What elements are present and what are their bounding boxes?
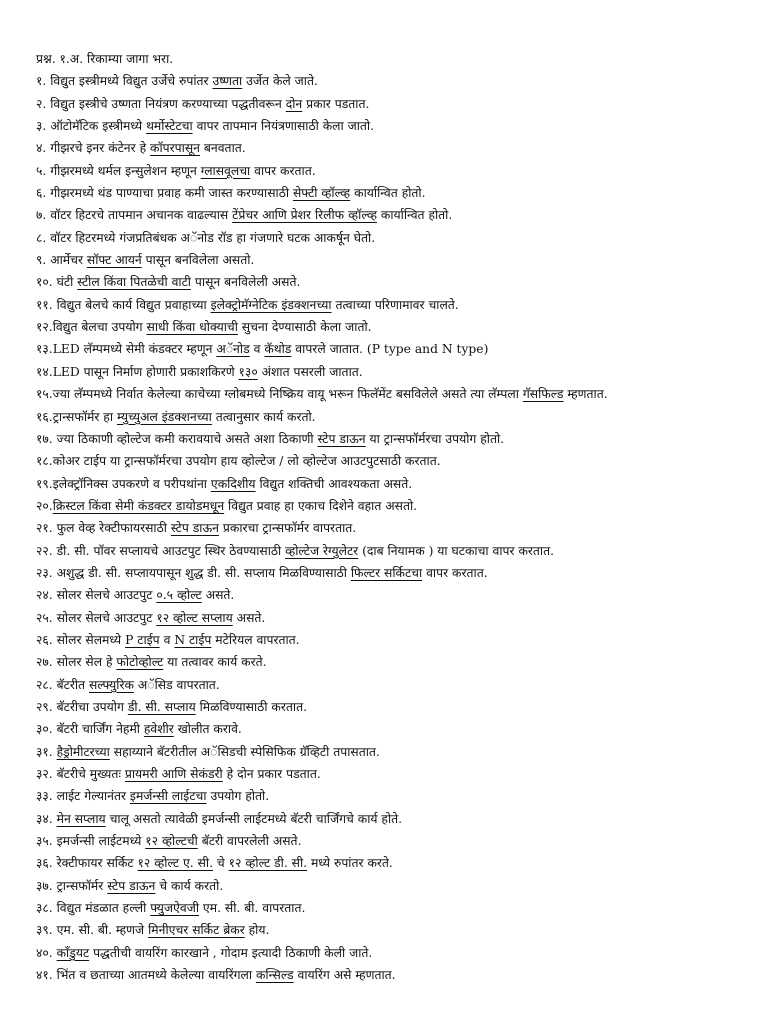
- statement-text: प्रकारचा ट्रान्सफॉर्मर वापरतात.: [218, 521, 357, 536]
- list-item: [36, 160, 760, 182]
- list-item: [36, 204, 760, 226]
- statement-text: कार्यान्वित होतो.: [376, 208, 453, 223]
- statement-text: उपयोग होतो.: [206, 789, 270, 804]
- statement-text: २५. सोलर सेलचे आउटपुट: [36, 610, 157, 625]
- statement-text: ३१.: [36, 744, 57, 759]
- statement-text: एम. सी. बी. वापरतात.: [199, 901, 306, 916]
- statement-text: ३८. विद्युत मंडळात हल्ली: [36, 901, 151, 916]
- list-item: [36, 70, 760, 92]
- statement-text: १३.LED लॅम्पमध्ये सेमी कंडक्टर म्हणून: [36, 342, 217, 357]
- statement-text: १६.ट्रान्सफॉर्मर हा: [36, 409, 117, 424]
- statement-text: ५. गीझरमध्ये थर्मल इन्सुलेशन म्हणून: [36, 163, 201, 178]
- list-item: [36, 93, 760, 115]
- statement-text: तत्वाच्या परिणामावर चालते.: [331, 297, 459, 312]
- statement-text: २९. बॅटरीचा उपयोग: [36, 699, 128, 714]
- list-item: [36, 294, 760, 316]
- list-item: [36, 897, 760, 919]
- statement-text: चे: [212, 856, 229, 871]
- statement-text: वापरले जातात. (P type and N type): [291, 342, 489, 357]
- statement-text: ११. विद्युत बेलचे कार्य विद्युत प्रवाहाच्या: [36, 297, 211, 312]
- list-item: [36, 584, 760, 606]
- statement-text: १९.इलेक्ट्रॉनिक्स उपकरणे व परीपथांना: [36, 476, 211, 491]
- statement-text: १०. घंटी: [36, 275, 78, 290]
- list-item: [36, 338, 760, 360]
- answer-text: कन्सिल्ड: [255, 968, 294, 983]
- list-item: [36, 115, 760, 137]
- answer-text: डी. सी. सप्लाय: [127, 699, 196, 714]
- list-item: [36, 919, 760, 941]
- statement-text: वापर करतात.: [422, 565, 488, 580]
- answer-text: इलेक्ट्रोमॅग्नेटिक इंडक्शनच्या: [210, 297, 332, 312]
- statement-text: या तत्वावर कार्य करते.: [163, 655, 267, 670]
- statement-text: १. विद्युत इस्त्रीमध्ये विद्युत उर्जेचे रुपांतर: [36, 74, 213, 89]
- statement-text: ३०. बॅटरी चार्जिंग नेहमी: [36, 722, 144, 737]
- statement-text: सुचना देण्यासाठी केला जातो.: [237, 320, 372, 335]
- answer-text: स्टील किंवा पितळेची वाटी: [77, 275, 191, 290]
- answer-text: स्टेप डाऊन: [317, 431, 366, 446]
- list-item: [36, 540, 760, 562]
- statement-text: बॅटरी वापरलेली असते.: [197, 834, 302, 849]
- statement-text: हे दोन प्रकार पडतात.: [222, 767, 321, 781]
- statement-text: अंशात पसरली जातात.: [257, 364, 363, 379]
- answer-text: इमर्जन्सी लाईटचा: [129, 789, 207, 804]
- answer-text: म्युच्युअल इंडक्शनच्या: [116, 409, 212, 424]
- statement-text: सहाय्याने बॅटरीतील अॅसिडची स्पेसिफिक ग्रॅव्हिटी तपासतात.: [109, 744, 380, 759]
- answer-text: सल्फ्युरिक: [88, 677, 134, 692]
- statement-text: तत्वानुसार कार्य करतो.: [211, 409, 316, 424]
- answer-text: १२ व्होल्टची: [145, 834, 198, 849]
- statement-text: ४०.: [36, 945, 57, 960]
- list-item: [36, 227, 760, 249]
- statement-text: होय.: [244, 923, 270, 938]
- answer-text: मिनीएचर सर्किट ब्रेकर: [148, 923, 245, 938]
- answer-text: १२ व्होल्ट सप्लाय: [156, 610, 233, 625]
- statement-text: ३९. एम. सी. बी. म्हणजे: [36, 923, 149, 938]
- statement-text: ३६. रेक्टीफायर सर्किट: [36, 856, 138, 871]
- statement-text: (दाब नियामक ) या घटकाचा वापर करतात.: [358, 543, 555, 558]
- list-item: [36, 785, 760, 807]
- statement-text: चालू असतो त्यावेळी इमर्जन्सी लाईटमध्ये बॅटरी चार्जिंगचे कार्य होते.: [105, 811, 403, 826]
- statement-text: ३२. बॅटरीचे मुख्यतः: [36, 767, 125, 781]
- list-item: [36, 674, 760, 696]
- answer-text: एकदिशीय: [210, 476, 256, 491]
- list-item: [36, 361, 760, 383]
- answer-text: स्टेप डाऊन: [170, 521, 219, 536]
- answer-text: ०.५ व्होल्ट: [156, 588, 202, 603]
- statement-text: प्रकार पडतात.: [302, 96, 370, 111]
- list-item: [36, 942, 760, 964]
- statement-text: व: [249, 342, 265, 357]
- statement-text: ३७. ट्रान्सफॉर्मर: [36, 878, 108, 893]
- statement-text: ७. वॉटर हिटरचे तापमान अचानक वाढल्यास: [36, 208, 233, 223]
- answer-text: कॅथोड: [264, 342, 292, 357]
- list-item: [36, 808, 760, 830]
- statement-text: वायरिंग असे म्हणतात.: [293, 968, 396, 983]
- worksheet: [36, 48, 760, 986]
- statement-text: ३३. लाईट गेल्यानंतर: [36, 789, 130, 804]
- statement-text: मध्ये रुपांतर करते.: [307, 856, 393, 871]
- statement-text: पद्धतीची वायरिंग कारखाने , गोदाम इत्यादी ठिकाणी केली जाते.: [89, 945, 373, 960]
- statement-text: विद्युत प्रवाह हा एकाच दिशेने वहात असतो.: [224, 498, 418, 513]
- answer-text: थर्मोस्टेटचा: [146, 119, 193, 134]
- question-heading: प्रश्न. १.अ. रिकाम्या जागा भरा.: [36, 52, 174, 66]
- list-item: [36, 651, 760, 673]
- answer-text: सेफ्टी व्हॉल्व्ह: [292, 186, 351, 201]
- statement-text: २४. सोलर सेलचे आउटपुट: [36, 588, 157, 603]
- answer-text: फ्युजऐवजी: [150, 901, 200, 916]
- list-item: [36, 629, 760, 651]
- statement-text: ३४.: [36, 811, 57, 826]
- answer-text: व्होल्टेज रेग्युलेटर: [285, 543, 359, 558]
- statement-text: १४.LED पासून निर्माण होणारी प्रकाशकिरणे: [36, 364, 239, 379]
- statement-text: व: [159, 632, 175, 647]
- list-item: [36, 696, 760, 718]
- statement-text: या ट्रान्सफॉर्मरचा उपयोग होतो.: [365, 431, 505, 446]
- statement-text: २३. अशुद्ध डी. सी. सप्लायपासून शुद्ध डी. सी. सप्लाय मिळविण्यासाठी: [36, 565, 351, 580]
- answer-text: अॅनोड: [216, 342, 250, 357]
- statement-text: पासून बनविलेली असते.: [190, 275, 301, 290]
- answer-text: मेन सप्लाय: [56, 811, 106, 826]
- answer-text: १२ व्होल्ट ए. सी.: [137, 856, 213, 871]
- statement-text: २८. बॅटरीत: [36, 677, 89, 692]
- statement-text: २१. फुल वेव्ह रेक्टीफायरसाठी: [36, 521, 171, 536]
- list-item: [36, 718, 760, 740]
- list-item: [36, 271, 760, 293]
- statement-text: १५.ज्या लॅम्पमध्ये निर्वात केलेल्या काचेच्या ग्लोबमध्ये निष्क्रिय वायू भरून फिलॅमेंट बसविलेले असते त्या लॅम्पला: [36, 387, 523, 402]
- statement-text: वापर करतात.: [250, 163, 316, 178]
- answer-text: कॉंडुयट: [56, 945, 90, 960]
- statement-text: २७. सोलर सेल हे: [36, 655, 117, 670]
- answer-text: १२ व्होल्ट डी. सी.: [228, 856, 308, 871]
- statement-text: ४. गीझरचे इनर कंटेनर हे: [36, 141, 151, 156]
- answer-text: N टाईप: [174, 632, 212, 647]
- list-item: [36, 830, 760, 852]
- statement-text: उर्जेत केले जाते.: [242, 74, 318, 89]
- answer-text: हवेशीर: [143, 722, 174, 737]
- list-item: [36, 137, 760, 159]
- statement-text: १७. ज्या ठिकाणी व्होल्टेज कमी करावयाचे असते अशा ठिकाणी: [36, 431, 318, 446]
- list-item: [36, 473, 760, 495]
- statement-text: मिळविण्यासाठी करतात.: [195, 699, 307, 714]
- statement-text: ६. गीझरमध्ये थंड पाण्याचा प्रवाह कमी जास्त करण्यासाठी: [36, 186, 293, 201]
- statement-text: २२. डी. सी. पॉवर सप्लायचे आउटपुट स्थिर ठेवण्यासाठी: [36, 543, 286, 558]
- answer-text: फोटोव्होल्ट: [116, 655, 164, 670]
- answer-text: दोन: [285, 96, 303, 111]
- answer-text: प्रायमरी आणि सेकंडरी: [124, 767, 223, 781]
- statement-text: १२.विद्युत बेलचा उपयोग: [36, 320, 147, 335]
- answer-text: स्टेप डाऊन: [107, 878, 156, 893]
- list-item: [36, 450, 760, 472]
- statement-text: २०.: [36, 498, 53, 513]
- list-item: [36, 852, 760, 874]
- statement-text: १८.कोअर टाईप या ट्रान्सफॉर्मरचा उपयोग हाय व्होल्टेज / लो व्होल्टेज आउटपुटसाठी करतात.: [36, 454, 441, 469]
- list-item: [36, 249, 760, 271]
- statement-text: म्हणतात.: [563, 387, 608, 402]
- list-item: [36, 495, 760, 517]
- answer-text: साधी किंवा धोक्याची: [146, 320, 238, 335]
- list-item: [36, 383, 760, 405]
- list-item: [36, 182, 760, 204]
- statement-text: मटेरियल वापरतात.: [211, 632, 300, 647]
- statement-text: कार्यान्वित होतो.: [350, 186, 426, 201]
- answer-text: सॉफ्ट आयर्न: [86, 253, 142, 268]
- list-item: [36, 741, 760, 763]
- answer-text: P टाईप: [125, 632, 160, 647]
- answer-text: कॉपरपासून: [150, 141, 200, 156]
- list-item: [36, 607, 760, 629]
- answer-text: हैड्रोमीटरच्या: [56, 744, 110, 759]
- answer-text: १३०: [238, 364, 258, 379]
- list-item: [36, 875, 760, 897]
- statement-text: असते.: [201, 588, 235, 603]
- statement-text: पासून बनविलेला असतो.: [141, 253, 255, 268]
- statement-text: खोलीत करावे.: [173, 722, 242, 737]
- statement-text: ३५. इमर्जन्सी लाईटमध्ये: [36, 834, 146, 849]
- statement-text: असते.: [232, 610, 266, 625]
- answer-text: फिल्टर सर्किटचा: [350, 565, 423, 580]
- statement-text: २६. सोलर सेलमध्ये: [36, 632, 126, 647]
- statement-text: ८. वॉटर हिटरमध्ये गंजप्रतिबंधक अॅनोड रॉड हा गंजणारे घटक आकर्षून घेतो.: [36, 230, 376, 245]
- statement-text: अॅसिड वापरतात.: [133, 677, 220, 692]
- statement-text: चे कार्य करतो.: [155, 878, 224, 893]
- list-item: [36, 763, 760, 785]
- list-item: [36, 428, 760, 450]
- answer-text: उष्णता: [212, 74, 243, 89]
- statement-text: बनवतात.: [199, 141, 246, 156]
- answer-text: गॅसफिल्ड: [522, 387, 564, 402]
- list-item: [36, 562, 760, 584]
- list-item: [36, 406, 760, 428]
- statement-text: ४१. भिंत व छताच्या आतमध्ये केलेल्या वायरिंगला: [36, 968, 256, 983]
- statement-text: विद्युत शक्तिची आवश्यकता असते.: [255, 476, 413, 491]
- answer-text: ग्लासवूलचा: [200, 163, 251, 178]
- list-item: [36, 517, 760, 539]
- statement-text: वापर तापमान नियंत्रणासाठी केला जातो.: [192, 119, 374, 134]
- statement-text: ३. ऑटोमॅटिक इस्त्रीमध्ये: [36, 119, 147, 134]
- list-item: [36, 964, 760, 986]
- statement-text: ९. आर्मेचर: [36, 253, 87, 268]
- fill-in-the-blanks-list: [36, 70, 760, 986]
- answer-text: क्रिस्टल किंवा सेमी कंडक्टर डायोडमधून: [52, 498, 225, 513]
- list-item: [36, 316, 760, 338]
- statement-text: २. विद्युत इस्त्रीचे उष्णता नियंत्रण करण्याच्या पद्धतीवरून: [36, 96, 286, 111]
- answer-text: टेंप्रेचर आणि प्रेशर रिलीफ व्हॉल्व्ह: [232, 208, 377, 223]
